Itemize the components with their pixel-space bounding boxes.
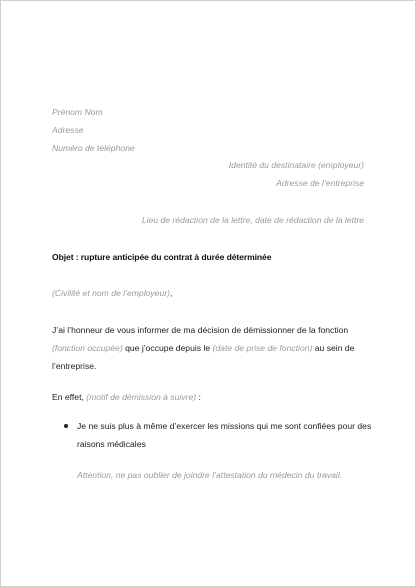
- para1-line3: l’entreprise.: [52, 361, 97, 371]
- bullet-dot: [64, 424, 68, 428]
- letter-object: Objet : rupture anticipée du contrat à durée déterminée: [52, 252, 272, 262]
- start-date-placeholder: (date de prise de fonction): [212, 343, 313, 353]
- function-placeholder: (fonction occupée): [52, 343, 123, 353]
- para2-colon: :: [196, 392, 201, 402]
- para1-line1: J’ai l’honneur de vous informer de ma décision de démissionner de la fonction: [52, 325, 349, 335]
- para2-lead: En effet,: [52, 392, 87, 402]
- salutation-punct: ,: [169, 288, 173, 298]
- recipient-identity: Identité du destinataire (employeur): [228, 160, 364, 170]
- place-date: Lieu de rédaction de la lettre, date de rédaction de la lettre: [141, 215, 364, 225]
- sender-phone: Numéro de téléphone: [52, 143, 135, 153]
- attestation-note: Attention, ne pas oublier de joindre l’attestation du médecin du travail.: [77, 470, 343, 480]
- para1-line2: [52, 342, 354, 354]
- sender-name: Prénom Nom: [52, 107, 103, 117]
- para2: [52, 391, 201, 403]
- bullet-line1: Je ne suis plus à même d’exercer les missions qui me sont confiées pour des: [77, 421, 372, 431]
- reason-placeholder: (motif de démission à suivre): [86, 392, 197, 402]
- salutation-placeholder: (Civilité et nom de l’employeur): [52, 288, 170, 298]
- salutation: [52, 287, 172, 299]
- para1-mid: que j’occupe depuis le: [122, 343, 213, 353]
- recipient-address: Adresse de l’entreprise: [276, 178, 364, 188]
- sender-address: Adresse: [52, 125, 84, 135]
- bullet-line2: raisons médicales: [77, 439, 146, 449]
- para1-end: au sein de: [312, 343, 355, 353]
